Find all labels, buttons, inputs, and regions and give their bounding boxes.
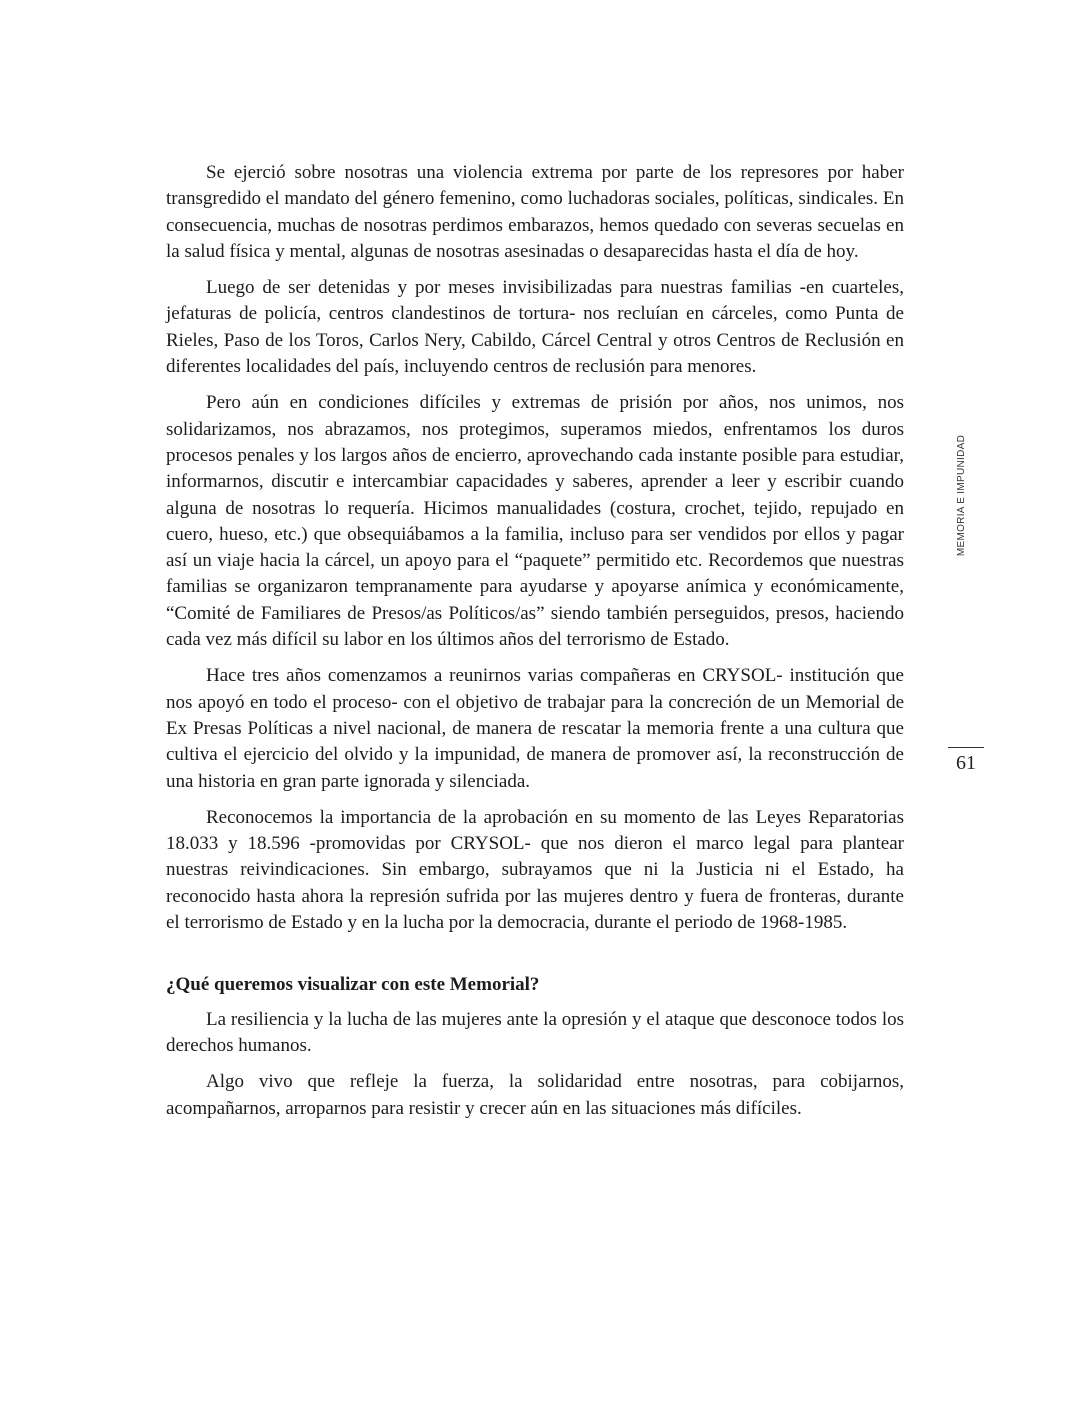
paragraph-detention: Luego de ser detenidas y por meses invisibilizadas para nuestras familias -en cuarteles, jefaturas de policía, centros clandestinos de tortura- nos recluían en cárceles, como Punta de Rieles, Paso de los Toros, Carlos Nery, Cabildo, Cárcel Central y otros Centros de Reclusión en diferentes localidades del país, incluyendo centros de reclusión para menores.	[166, 277, 904, 378]
paragraph-violence: Se ejerció sobre nosotras una violencia extrema por parte de los represores por haber transgredido el mandato del género femenino, como luchadoras sociales, políticas, sindicales. En consecuencia, muchas de nosotras perdimos embarazos, hemos quedado con severas secuelas en la salud física y mental, algunas de nosotras asesinadas o desaparecidas hasta el día de hoy.	[166, 162, 904, 262]
page-number: 61	[956, 752, 976, 774]
paragraph-resilience: La resiliencia y la lucha de las mujeres ante la opresión y el ataque que desconoce todos los derechos humanos.	[166, 1008, 904, 1056]
section-heading: ¿Qué queremos visualizar con este Memorial?	[166, 974, 540, 996]
body-text	[166, 160, 904, 1132]
folio-rule	[948, 747, 984, 748]
paragraph-solidarity: Pero aún en condiciones difíciles y extremas de prisión por años, nos unimos, nos solidarizamos, nos abrazamos, nos protegimos, superamos miedos, enfrentamos los duros procesos penales y los largos años de encierro, aprovechando cada instante posible para estudiar, informarnos, discutir e intercambiar capacidades y saberes, aprender a leer y escribir cuando alguna de nosotras lo requería. Hicimos manualidades (costura, crochet, tejido, repujado en cuero, hueso, etc.) que obsequiábamos a la familia, incluso para ser vendidos por ellos y pagar así un viaje hacia la cárcel, un apoyo para el “paquete” permitido etc. Recordemos que nuestras familias se organizaron tempranamente para ayudarse y apoyarse anímica y económicamente, “Comité de Familiares de Presos/as Políticos/as” siendo también perseguidos, presos, haciendo cada vez más difícil su labor en los últimos años del terrorismo de Estado.	[166, 392, 904, 651]
running-head-text: MEMORIA E IMPUNIDAD	[956, 434, 968, 556]
paragraph-alive: Algo vivo que refleje la fuerza, la solidaridad entre nosotras, para cobijarnos, acompañarnos, arroparnos para resistir y crecer aún en las situaciones más difíciles.	[166, 1071, 904, 1119]
paragraph-reparatory-laws: Reconocemos la importancia de la aprobación en su momento de las Leyes Reparatorias 18.033 y 18.596 -promovidas por CRYSOL- que nos dieron el marco legal para plantear nuestras reivindicaciones. Sin embargo, subrayamos que ni la Justicia ni el Estado, ha reconocido hasta ahora la represión sufrida por las mujeres dentro y fuera de fronteras, durante el terrorismo de Estado y en la lucha por la democracia, durante el periodo de 1968-1985.	[166, 806, 904, 934]
paragraph-crysol: Hace tres años comenzamos a reunirnos varias compañeras en CRYSOL- institución que nos apoyó en todo el proceso- con el objetivo de trabajar para la concreción de un Memorial de Ex Presas Políticas a nivel nacional, de manera de rescatar la memoria frente a una cultura que cultiva el ejercicio del olvido y la impunidad, de manera de promover así, la reconstrucción de una historia en gran parte ignorada y silenciada.	[166, 665, 904, 792]
running-head	[950, 420, 974, 570]
